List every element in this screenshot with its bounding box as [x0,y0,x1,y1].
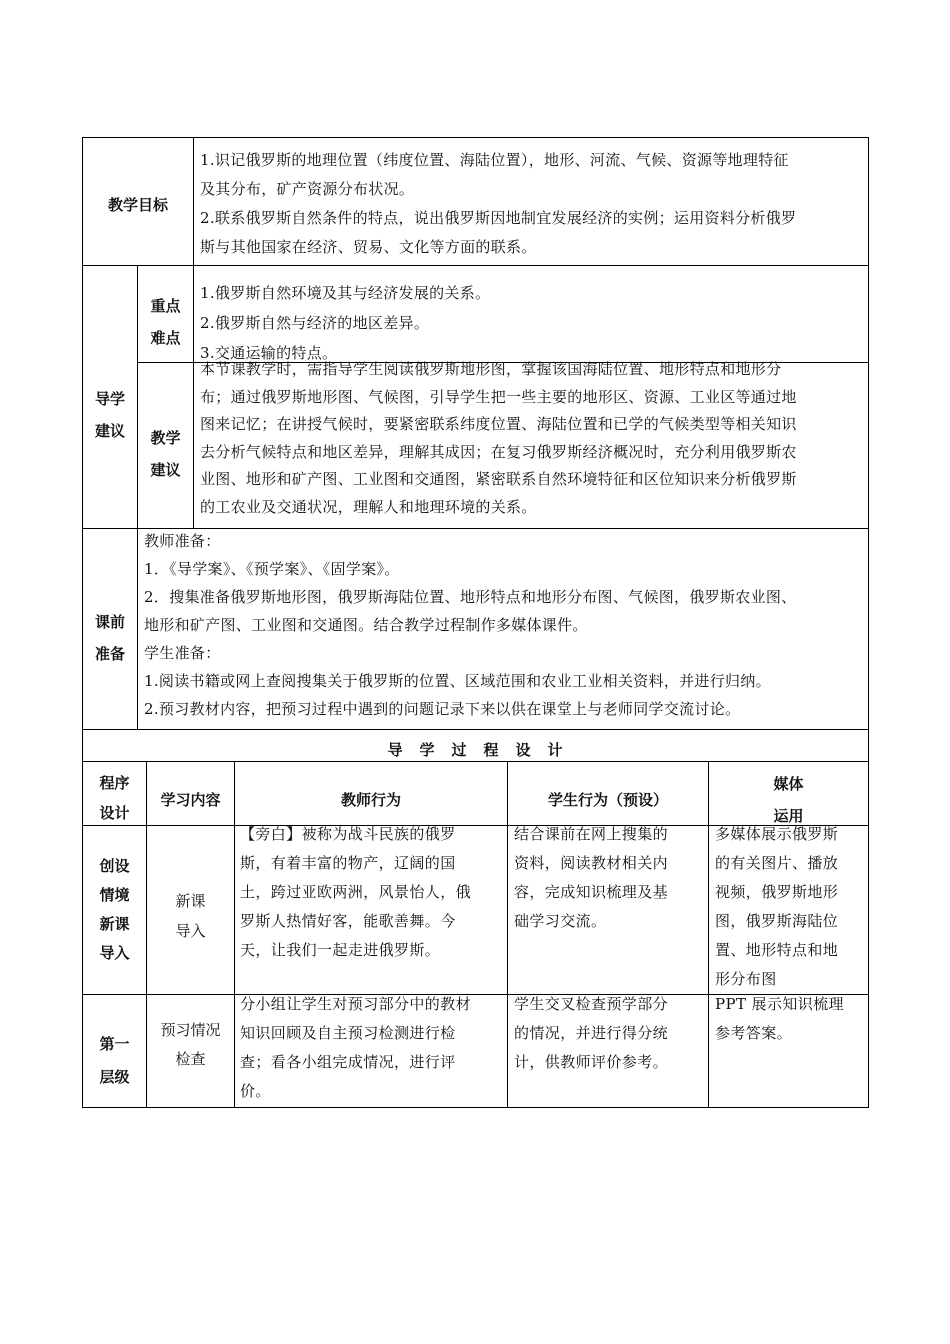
preparation-line: 2．搜集准备俄罗斯地形图，俄罗斯海陆位置、地形特点和地形分布图、气候图，俄罗斯农业图、 [144,588,797,606]
column-header-content: 学习内容 [160,791,221,809]
preparation-text [144,527,864,723]
guidance-heading-line: 建议 [94,422,125,440]
teaching-text [200,356,864,521]
objectives-line: 1.识记俄罗斯的地理位置（纬度位置、海陆位置），地形、河流、气候、资源等地理特征 [200,151,789,169]
row-teacher [240,990,502,1106]
preparation-line: 1．《导学案》、《预学案》、《固学案》。 [144,560,400,578]
row-teacher-line: 分小组让学生对预习部分中的教材 [240,995,472,1013]
teaching-heading-line: 教学 [150,429,181,447]
keypoints-line: 1.俄罗斯自然环境及其与经济发展的关系。 [200,284,491,302]
row-media-line: 形分布图 [715,970,777,988]
row-stage [83,1028,146,1094]
row-student-line: 计，供教师评价参考。 [514,1053,669,1071]
teaching-heading-line: 建议 [150,461,181,479]
teaching-heading [138,422,193,486]
row-teacher-line: 知识回顾及自主预习检测进行检 [240,1024,456,1042]
objectives-line: 2.联系俄罗斯自然条件的特点，说出俄罗斯因地制宜发展经济的实例；运用资料分析俄罗 [200,209,797,227]
row-content-line: 检查 [175,1050,206,1068]
keypoints-heading-line: 难点 [150,329,181,347]
row-media-line: 多媒体展示俄罗斯 [715,825,839,843]
row-content [147,886,234,946]
divider-preparation [82,729,869,730]
row-student-line: 容，完成知识梳理及基 [514,883,669,901]
row-stage-line: 情境 [99,886,130,904]
process-title: 导 学 过 程 设 计 [387,741,564,759]
column-header-student: 学生行为（预设） [547,791,668,809]
row-teacher-line: 价。 [240,1082,271,1100]
divider-label-column [193,137,194,528]
row-teacher-line: 土，跨过亚欧两洲，风景怡人，俄 [240,883,472,901]
teaching-line: 布；通过俄罗斯地形图、气候图，引导学生把一些主要的地形区、资源、工业区等通过地 [200,387,797,406]
objectives-line: 斯与其他国家在经济、贸易、文化等方面的联系。 [200,238,537,256]
preparation-heading-line: 准备 [94,645,125,663]
row-media-line: 视频，俄罗斯地形 [715,883,839,901]
objectives-line: 及其分布，矿产资源分布状况。 [200,180,415,198]
row-stage-line: 层级 [99,1068,130,1086]
keypoints-line: 3.交通运输的特点。 [200,344,338,362]
row-stage [83,852,146,968]
row-content [147,1016,234,1074]
preparation-heading-line: 课前 [94,613,125,631]
row-content-line: 导入 [175,922,206,940]
row-teacher-line: 罗斯人热情好客，能歌善舞。今 [240,912,456,930]
row-student [514,990,704,1077]
preparation-heading [83,606,137,670]
preparation-line: 2.预习教材内容，把预习过程中遇到的问题记录下来以供在课堂上与老师同学交流讨论。 [144,700,741,718]
row-content-line: 新课 [175,892,206,910]
row-media [715,820,865,994]
column-header-line: 运用 [773,807,804,825]
guidance-heading [83,383,137,447]
column-header-line: 媒体 [773,775,804,793]
preparation-line: 1.阅读书籍或网上查阅搜集关于俄罗斯的位置、区域范围和农业工业相关资料，并进行归纳。 [144,672,771,690]
objectives-text [200,146,864,262]
row-teacher-line: 天，让我们一起走进俄罗斯。 [240,941,441,959]
row-teacher [240,820,502,965]
row-media-line: 参考答案。 [715,1024,793,1042]
row-media-line: 图，俄罗斯海陆位 [715,912,839,930]
row-student-line: 结合课前在网上搜集的 [514,825,669,843]
table-border-top [82,137,869,138]
keypoints-heading-line: 重点 [150,297,181,315]
row-media [715,990,865,1048]
keypoints-heading [138,290,193,354]
table-border-right [868,137,869,1107]
row-teacher-line: 查；看各小组完成情况，进行评 [240,1053,456,1071]
teaching-line: 的工农业及交通状况，理解人和地理环境的关系。 [200,497,537,516]
row-student-line: 的情况，并进行得分统 [514,1024,669,1042]
row-student [514,820,704,936]
row-stage-line: 导入 [99,944,130,962]
column-header-teacher: 教师行为 [340,791,401,809]
teaching-line: 图来记忆；在讲授气候时，要紧密联系纬度位置、海陆位置和已学的气候类型等相关知识 [200,415,797,433]
guidance-heading-line: 导学 [94,390,125,408]
row-media-line: PPT 展示知识梳理 [715,995,844,1013]
row-teacher-line: 斯，有着丰富的物产，辽阔的国 [240,854,456,872]
column-header-stage [83,768,146,828]
row-content-line: 预习情况 [160,1021,221,1039]
column-header-line: 设计 [99,804,130,822]
preparation-line: 学生准备： [144,644,221,662]
row-student-line: 学生交叉检查预学部分 [514,995,669,1013]
teaching-line: 去分析气候特点和地区差异，理解其成因；在复习俄罗斯经济概况时，充分利用俄罗斯农 [200,442,797,461]
row-media-line: 的有关图片、播放 [715,854,839,872]
row-media-line: 置、地形特点和地 [715,941,839,959]
preparation-line: 教师准备： [144,532,221,550]
keypoints-text [200,278,864,368]
row-teacher-line: 【旁白】被称为战斗民族的俄罗 [240,825,456,843]
keypoints-line: 2.俄罗斯自然与经济的地区差异。 [200,314,430,332]
teaching-line: 本节课教学时，需指导学生阅读俄罗斯地形图，掌握该国海陆位置、地形特点和地形分 [200,360,782,378]
row-stage-line: 新课 [99,915,130,933]
column-header-line: 程序 [99,774,130,792]
row-student-line: 础学习交流。 [514,912,607,930]
table-border-bottom [82,1107,869,1108]
teaching-line: 业图、地形和矿产图、工业图和交通图，紧密联系自然环境特征和区位知识来分析俄罗斯 [200,470,797,488]
row-stage-line: 创设 [99,857,130,875]
row-stage-line: 第一 [99,1035,130,1053]
preparation-line: 地形和矿产图、工业图和交通图。结合教学过程制作多媒体课件。 [144,616,588,634]
divider-objectives [82,265,869,266]
objectives-heading: 教学目标 [107,196,168,214]
row-student-line: 资料，阅读教材相关内 [514,854,669,872]
